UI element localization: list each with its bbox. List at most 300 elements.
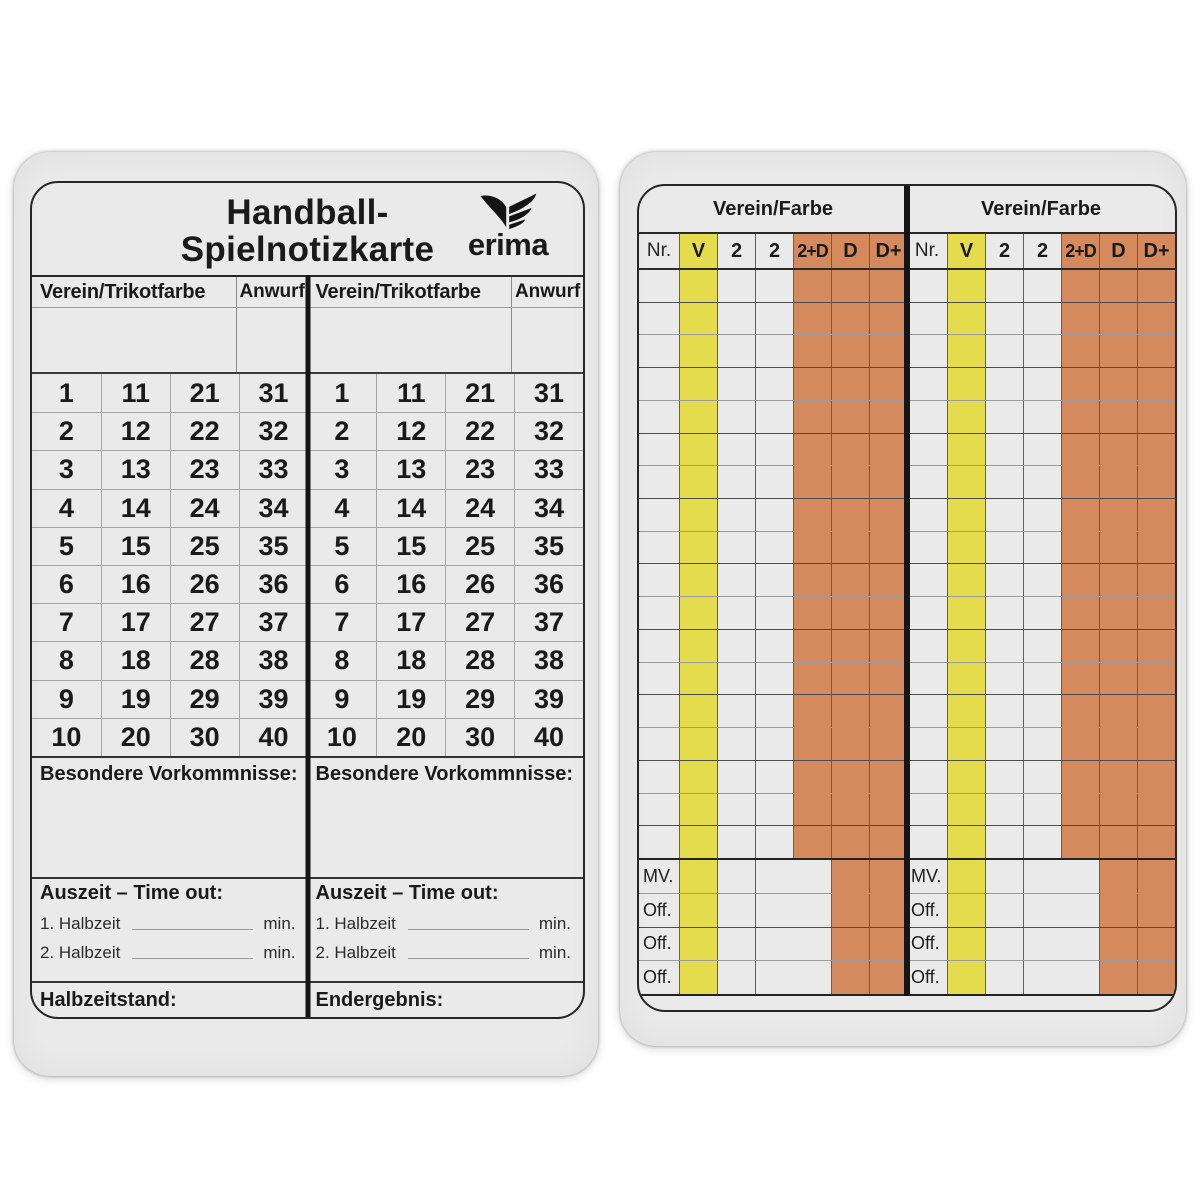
player-number-cell: 38: [514, 641, 583, 679]
penalty-mark-cell: [869, 564, 907, 596]
penalty-mark-cell: [1099, 564, 1137, 596]
penalty-mark-cell: [869, 761, 907, 793]
player-number-blank-cell: [639, 597, 679, 629]
player-number-blank-cell: [639, 630, 679, 662]
minutes-unit: min.: [263, 943, 296, 962]
penalty-column-header: 2: [985, 234, 1023, 268]
penalty-column-header: 2: [755, 234, 793, 268]
penalty-mark-cell: [947, 728, 985, 760]
penalty-mark-cell: [793, 466, 831, 498]
official-row: [639, 928, 907, 962]
penalty-mark-cell: [717, 532, 755, 564]
player-number-blank-cell: [907, 368, 947, 400]
penalty-grid-row: [639, 663, 907, 696]
penalty-grid-row: [907, 564, 1175, 597]
penalty-mark-cell: [1099, 761, 1137, 793]
player-number-cell: 9: [32, 680, 101, 718]
penalty-mark-cell: [1061, 761, 1099, 793]
player-number-cell: 35: [239, 527, 308, 565]
player-number-cell: 6: [32, 565, 101, 603]
player-number-blank-cell: [907, 564, 947, 596]
penalty-mark-cell: [755, 532, 793, 564]
penalty-mark-cell: [985, 794, 1023, 826]
penalty-column-header: Nr.: [646, 240, 672, 261]
player-number-cell: 39: [514, 680, 583, 718]
penalty-mark-cell: [1099, 826, 1137, 858]
penalty-mark-cell: [1137, 826, 1175, 858]
player-number-blank-cell: [639, 532, 679, 564]
team-1-info: [32, 308, 308, 372]
player-number-blank-cell: [639, 401, 679, 433]
half2-label: 2. Halbzeit: [40, 943, 121, 962]
penalty-mark-cell: [1099, 728, 1137, 760]
penalty-mark-cell: [985, 630, 1023, 662]
penalty-mark-cell: [793, 335, 831, 367]
penalty-mark-cell: [755, 270, 793, 302]
penalty-mark-cell: [1023, 303, 1061, 335]
penalty-mark-cell: [1023, 860, 1099, 893]
official-row: [907, 961, 1175, 994]
player-number-cell: 30: [170, 718, 239, 756]
number-grid: [32, 374, 308, 756]
half2-label: 2. Halbzeit: [315, 943, 396, 962]
penalty-column-header: D+: [1137, 234, 1175, 268]
penalty-mark-cell: [1023, 434, 1061, 466]
penalty-grid-row: [639, 630, 907, 663]
front-card-printed-border: [30, 181, 585, 1019]
penalty-mark-cell: [869, 597, 907, 629]
penalty-mark-cell: [1137, 961, 1175, 994]
penalty-mark-cell: [755, 761, 793, 793]
fill-in-line: [408, 921, 529, 930]
penalty-mark-cell: [947, 826, 985, 858]
player-number-blank-cell: [907, 794, 947, 826]
player-number-cell: 3: [308, 450, 377, 488]
penalty-mark-cell: [755, 401, 793, 433]
penalty-mark-cell: [831, 695, 869, 727]
player-number-cell: 13: [101, 450, 170, 488]
team-1-number-grid: [32, 374, 308, 756]
player-number-blank-cell: [907, 499, 947, 531]
penalty-grid-row: [639, 368, 907, 401]
card-title-line2: Spielnotizkarte: [180, 230, 435, 270]
penalty-mark-cell: [831, 761, 869, 793]
penalty-mark-cell: [1137, 564, 1175, 596]
penalty-mark-cell: [1099, 270, 1137, 302]
penalty-mark-cell: [755, 303, 793, 335]
verein-farbe-header: Verein/Farbe: [639, 186, 907, 234]
player-number-blank-cell: [907, 826, 947, 858]
penalty-mark-cell: [947, 794, 985, 826]
player-number-blank-cell: [639, 434, 679, 466]
player-number-cell: 6: [308, 565, 377, 603]
penalty-mark-cell: [755, 860, 831, 893]
penalty-mark-cell: [831, 663, 869, 695]
penalty-mark-cell: [869, 860, 907, 893]
penalty-mark-cell: [1099, 928, 1137, 961]
player-number-cell: 31: [514, 374, 583, 412]
player-number-cell: 22: [445, 412, 514, 450]
penalty-mark-cell: [1137, 532, 1175, 564]
penalty-mark-cell: [679, 401, 717, 433]
player-number-blank-cell: [907, 335, 947, 367]
official-row-label: Off.: [911, 933, 940, 954]
penalty-mark-cell: [831, 860, 869, 893]
penalty-mark-cell: [1099, 860, 1137, 893]
player-number-cell: 11: [101, 374, 170, 412]
penalty-column-header: V: [679, 234, 717, 268]
penalty-mark-cell: [679, 564, 717, 596]
player-number-blank-cell: [907, 532, 947, 564]
penalty-column-header: D+: [869, 234, 907, 268]
penalty-mark-cell: [985, 270, 1023, 302]
player-number-cell: 1: [334, 377, 350, 408]
back-card-printed-border: [637, 184, 1177, 1012]
official-row-label: Off.: [643, 899, 672, 920]
penalty-mark-cell: [1023, 499, 1061, 531]
penalty-mark-cell: [793, 695, 831, 727]
player-number-blank-cell: [907, 761, 947, 793]
player-number-cell: 15: [101, 527, 170, 565]
penalty-mark-cell: [869, 466, 907, 498]
player-number-cell: 32: [514, 412, 583, 450]
penalty-mark-cell: [717, 630, 755, 662]
penalty-grid-row: [907, 597, 1175, 630]
fill-in-line: [132, 950, 253, 959]
penalty-mark-cell: [1061, 303, 1099, 335]
penalty-column-header: 2+D: [793, 234, 831, 268]
penalty-mark-cell: [985, 728, 1023, 760]
team-name-header: Verein/Trikotfarbe: [315, 280, 481, 303]
penalty-mark-cell: [679, 826, 717, 858]
final-score-label: Endergebnis:: [315, 989, 444, 1011]
penalty-mark-cell: [1099, 532, 1137, 564]
penalty-mark-cell: [793, 597, 831, 629]
player-number-blank-cell: [907, 597, 947, 629]
penalty-mark-cell: [1061, 695, 1099, 727]
penalty-mark-cell: [1061, 335, 1099, 367]
penalty-mark-cell: [831, 401, 869, 433]
penalty-mark-cell: [1023, 270, 1061, 302]
team-name-blank-field: [32, 308, 236, 372]
penalty-mark-cell: [947, 630, 985, 662]
penalty-mark-cell: [1023, 894, 1099, 927]
player-number-cell: 2: [308, 412, 377, 450]
penalty-mark-cell: [1061, 663, 1099, 695]
penalty-mark-cell: [717, 728, 755, 760]
penalty-grid-row: [639, 270, 907, 303]
penalty-mark-cell: [831, 335, 869, 367]
penalty-grid-row: [907, 630, 1175, 663]
player-number-blank-cell: [639, 499, 679, 531]
penalty-mark-cell: [1023, 564, 1061, 596]
penalty-mark-cell: [755, 466, 793, 498]
card-title-line1: Handball-: [226, 193, 389, 232]
penalty-grid-row: [907, 826, 1175, 858]
penalty-mark-cell: [947, 532, 985, 564]
penalty-mark-cell: [679, 794, 717, 826]
penalty-mark-cell: [1061, 368, 1099, 400]
penalty-mark-cell: [1137, 630, 1175, 662]
team-2-notes: [308, 758, 584, 877]
penalty-grid-body: [639, 270, 907, 858]
verein-farbe-header: Verein/Farbe: [907, 186, 1175, 234]
penalty-mark-cell: [1137, 499, 1175, 531]
penalty-grid-row: [907, 532, 1175, 565]
penalty-mark-cell: [717, 761, 755, 793]
player-number-cell: 11: [376, 374, 445, 412]
penalty-mark-cell: [831, 564, 869, 596]
penalty-mark-cell: [985, 695, 1023, 727]
penalty-mark-cell: [1099, 597, 1137, 629]
player-number-blank-cell: [907, 630, 947, 662]
penalty-mark-cell: [793, 401, 831, 433]
penalty-mark-cell: [717, 794, 755, 826]
player-number-blank-cell: [639, 368, 679, 400]
player-number-cell: 16: [101, 565, 170, 603]
penalty-mark-cell: [1137, 368, 1175, 400]
player-number-cell: 27: [170, 603, 239, 641]
penalty-mark-cell: [1023, 597, 1061, 629]
penalty-mark-cell: [1099, 434, 1137, 466]
player-number-cell: 37: [239, 603, 308, 641]
official-row: [639, 894, 907, 928]
player-number-cell: 12: [101, 412, 170, 450]
player-number-cell: 21: [445, 374, 514, 412]
player-number-cell: 21: [170, 374, 239, 412]
penalty-grid-row: [639, 597, 907, 630]
penalty-mark-cell: [679, 499, 717, 531]
player-number-cell: 1: [58, 377, 74, 408]
penalty-mark-cell: [679, 894, 717, 927]
player-number-blank-cell: [639, 564, 679, 596]
penalty-grid-row: [907, 466, 1175, 499]
penalty-mark-cell: [1099, 499, 1137, 531]
penalty-column-headers: [907, 234, 1175, 270]
penalty-mark-cell: [947, 564, 985, 596]
penalty-mark-cell: [985, 466, 1023, 498]
penalty-mark-cell: [1137, 928, 1175, 961]
player-number-cell: 16: [376, 565, 445, 603]
player-number-cell: 15: [376, 527, 445, 565]
penalty-mark-cell: [869, 794, 907, 826]
penalty-mark-cell: [947, 434, 985, 466]
penalty-mark-cell: [717, 564, 755, 596]
penalty-grid-row: [907, 270, 1175, 303]
penalty-grid-row: [907, 368, 1175, 401]
penalty-mark-cell: [679, 860, 717, 893]
player-number-cell: 10: [308, 718, 377, 756]
penalty-grid-row: [907, 401, 1175, 434]
penalty-mark-cell: [1099, 961, 1137, 994]
penalty-mark-cell: [947, 303, 985, 335]
official-row-label: Off.: [643, 933, 672, 954]
player-number-cell: 9: [308, 680, 377, 718]
penalty-mark-cell: [869, 303, 907, 335]
official-row: [639, 860, 907, 894]
penalty-mark-cell: [985, 564, 1023, 596]
penalty-mark-cell: [831, 499, 869, 531]
penalty-mark-cell: [1099, 695, 1137, 727]
penalty-mark-cell: [1023, 728, 1061, 760]
player-number-cell: 24: [445, 489, 514, 527]
team-2-header: [308, 277, 584, 307]
player-number-cell: 35: [514, 527, 583, 565]
player-number-cell: 17: [101, 603, 170, 641]
penalty-mark-cell: [831, 303, 869, 335]
penalty-mark-cell: [679, 597, 717, 629]
penalty-mark-cell: [679, 303, 717, 335]
penalty-mark-cell: [793, 794, 831, 826]
penalty-mark-cell: [1137, 597, 1175, 629]
penalty-grid-row: [907, 728, 1175, 761]
penalty-mark-cell: [679, 961, 717, 994]
penalty-mark-cell: [1061, 401, 1099, 433]
player-number-blank-cell: [639, 761, 679, 793]
penalty-mark-cell: [755, 894, 831, 927]
player-number-blank-cell: [639, 663, 679, 695]
penalty-column-header: D: [831, 234, 869, 268]
penalty-mark-cell: [869, 368, 907, 400]
player-number-cell: 22: [170, 412, 239, 450]
penalty-mark-cell: [717, 270, 755, 302]
penalty-mark-cell: [1137, 434, 1175, 466]
penalty-column-header: 2+D: [1061, 234, 1099, 268]
penalty-mark-cell: [793, 761, 831, 793]
player-number-cell: 13: [376, 450, 445, 488]
penalty-mark-cell: [1099, 894, 1137, 927]
penalty-grid-row: [639, 564, 907, 597]
official-row-label: MV.: [911, 865, 942, 886]
penalty-mark-cell: [831, 630, 869, 662]
back-card: [620, 152, 1186, 1046]
player-number-cell: 29: [170, 680, 239, 718]
anwurf-header: Anwurf: [511, 277, 583, 307]
penalty-mark-cell: [717, 499, 755, 531]
penalty-grid-row: [907, 663, 1175, 696]
anwurf-blank-field: [511, 308, 583, 372]
player-number-blank-cell: [639, 466, 679, 498]
penalty-mark-cell: [985, 368, 1023, 400]
erima-wordmark: erima: [467, 227, 549, 262]
penalty-mark-cell: [831, 728, 869, 760]
penalty-column-header: V: [947, 234, 985, 268]
player-number-blank-cell: [639, 826, 679, 858]
player-number-blank-cell: [639, 270, 679, 302]
player-number-cell: 20: [101, 718, 170, 756]
penalty-mark-cell: [717, 961, 755, 994]
penalty-mark-cell: [947, 401, 985, 433]
penalty-mark-cell: [679, 695, 717, 727]
player-number-cell: 5: [32, 527, 101, 565]
penalty-mark-cell: [1061, 270, 1099, 302]
player-number-cell: 8: [308, 641, 377, 679]
penalty-mark-cell: [755, 335, 793, 367]
fill-in-line: [132, 921, 253, 930]
penalty-mark-cell: [1099, 663, 1137, 695]
penalty-mark-cell: [985, 597, 1023, 629]
official-row: [907, 860, 1175, 894]
penalty-mark-cell: [985, 894, 1023, 927]
halftime-score-label: Halbzeitstand:: [40, 989, 177, 1011]
penalty-mark-cell: [947, 335, 985, 367]
penalty-mark-cell: [1137, 794, 1175, 826]
penalty-mark-cell: [947, 928, 985, 961]
penalty-mark-cell: [755, 368, 793, 400]
penalty-mark-cell: [1099, 368, 1137, 400]
team-2-info: [308, 308, 584, 372]
penalty-mark-cell: [755, 728, 793, 760]
penalty-mark-cell: [717, 695, 755, 727]
timeout-half1-row: [316, 914, 572, 934]
minutes-unit: min.: [263, 914, 296, 933]
official-row-label: MV.: [643, 865, 674, 886]
penalty-mark-cell: [1137, 695, 1175, 727]
penalty-grid-row: [639, 728, 907, 761]
timeout-title: Auszeit – Time out:: [40, 882, 223, 904]
timeout-half2-row: [40, 943, 296, 963]
player-number-cell: 4: [308, 489, 377, 527]
penalty-grid-row: [907, 499, 1175, 532]
official-row: [907, 928, 1175, 962]
penalty-mark-cell: [679, 532, 717, 564]
penalty-mark-cell: [793, 564, 831, 596]
player-number-cell: 26: [170, 565, 239, 603]
penalty-grid-row: [639, 532, 907, 565]
player-number-cell: 3: [32, 450, 101, 488]
penalty-mark-cell: [831, 368, 869, 400]
penalty-grid-row: [639, 499, 907, 532]
anwurf-blank-field: [236, 308, 308, 372]
player-number-blank-cell: [907, 401, 947, 433]
notes-label: Besondere Vorkommnisse:: [40, 763, 298, 785]
penalty-mark-cell: [1137, 401, 1175, 433]
penalty-mark-cell: [793, 368, 831, 400]
player-number-cell: 7: [308, 603, 377, 641]
player-number-cell: 30: [445, 718, 514, 756]
penalty-mark-cell: [717, 368, 755, 400]
penalty-mark-cell: [869, 630, 907, 662]
player-number-cell: 39: [239, 680, 308, 718]
penalty-mark-cell: [947, 499, 985, 531]
penalty-column-header: 2: [717, 234, 755, 268]
penalty-mark-cell: [1137, 860, 1175, 893]
player-number-cell: 19: [101, 680, 170, 718]
penalty-mark-cell: [985, 860, 1023, 893]
player-number-cell: 40: [514, 718, 583, 756]
penalty-mark-cell: [755, 826, 793, 858]
penalty-mark-cell: [755, 597, 793, 629]
penalty-mark-cell: [679, 434, 717, 466]
official-row: [639, 961, 907, 994]
penalty-mark-cell: [717, 663, 755, 695]
player-number-cell: 18: [376, 641, 445, 679]
player-number-blank-cell: [907, 728, 947, 760]
team-2-timeout: [308, 879, 584, 981]
penalty-mark-cell: [985, 532, 1023, 564]
penalty-mark-cell: [1061, 434, 1099, 466]
penalty-mark-cell: [755, 630, 793, 662]
penalty-mark-cell: [831, 961, 869, 994]
penalty-mark-cell: [869, 270, 907, 302]
officials-rows: [639, 858, 907, 996]
penalty-mark-cell: [793, 532, 831, 564]
player-number-cell: 38: [239, 641, 308, 679]
number-grid: [308, 374, 584, 756]
team-name-header: Verein/Trikotfarbe: [40, 280, 206, 303]
penalty-mark-cell: [947, 761, 985, 793]
erima-logo: [447, 192, 569, 260]
